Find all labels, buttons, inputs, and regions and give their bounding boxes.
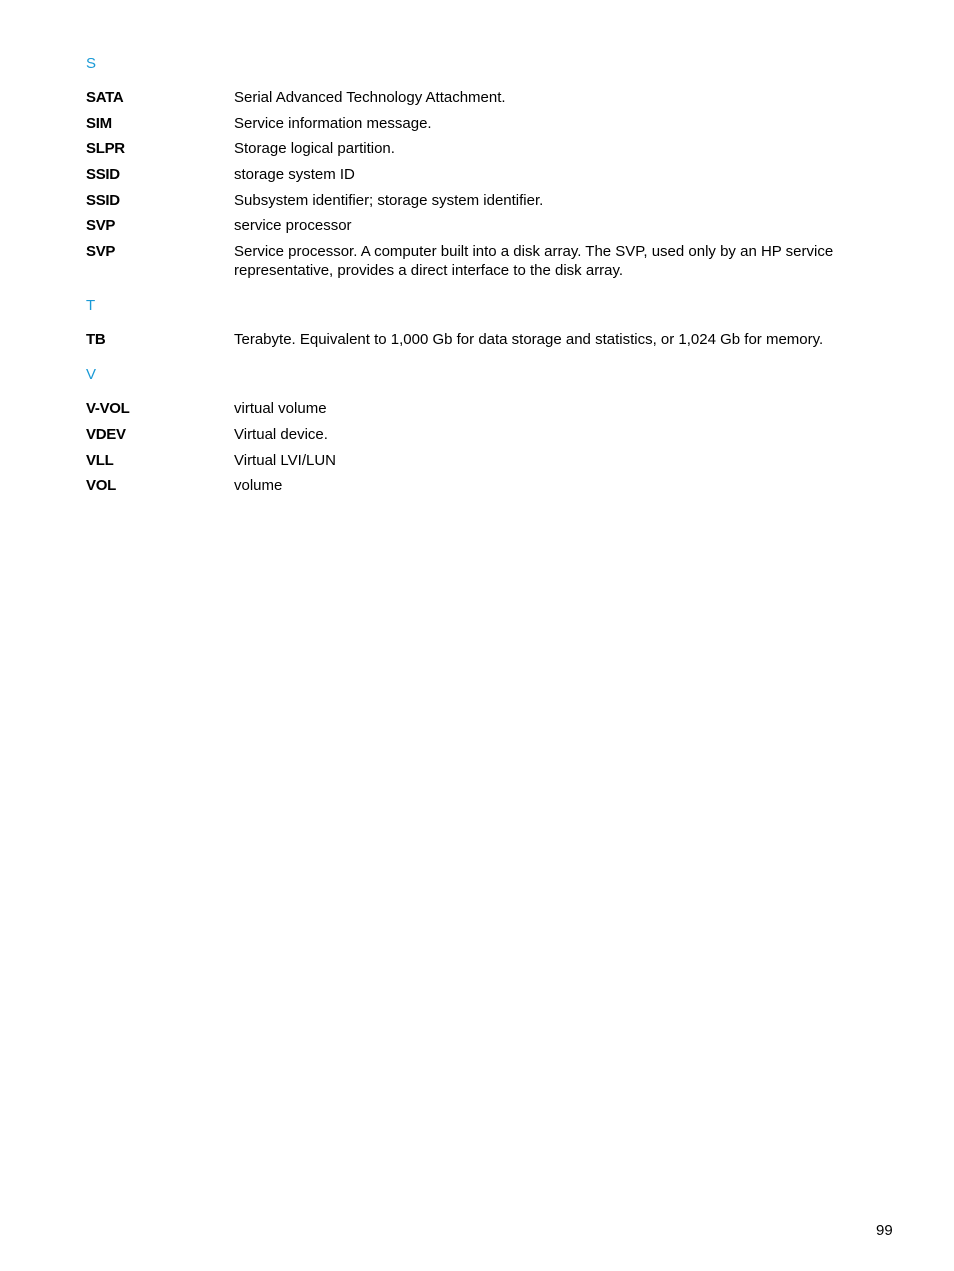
glossary-term: SVP	[86, 217, 116, 235]
glossary-term: TB	[86, 331, 106, 349]
glossary-entry	[86, 399, 876, 418]
glossary-definition: Terabyte. Equivalent to 1,000 Gb for data storage and statistics, or 1,024 Gb for memory.	[234, 331, 824, 349]
section-letter: V	[86, 366, 97, 384]
glossary-term: SATA	[86, 89, 124, 106]
glossary-definition: storage system ID	[234, 166, 355, 184]
glossary-definition: virtual volume	[234, 400, 327, 418]
glossary-section-t	[86, 296, 876, 349]
glossary-term: SLPR	[86, 140, 125, 158]
glossary-section-s	[86, 54, 876, 280]
glossary-section-v	[86, 365, 876, 495]
glossary-term: VOL	[86, 477, 116, 495]
glossary-definition: service processor	[234, 217, 352, 235]
glossary	[86, 54, 876, 511]
section-letter: S	[86, 55, 97, 72]
glossary-definition: Virtual device.	[234, 425, 328, 443]
glossary-entry	[86, 88, 876, 107]
glossary-term: V-VOL	[86, 400, 130, 418]
glossary-entry	[86, 425, 876, 444]
page-number: 99	[876, 1222, 893, 1239]
glossary-entry	[86, 165, 876, 184]
glossary-entry	[86, 191, 876, 210]
glossary-entry	[86, 242, 876, 280]
glossary-entry	[86, 330, 876, 349]
glossary-entry	[86, 216, 876, 235]
glossary-definition: Subsystem identifier; storage system identifier.	[234, 191, 544, 209]
glossary-entry	[86, 476, 876, 495]
glossary-entry	[86, 114, 876, 133]
glossary-definition: Service processor. A computer built into a disk array. The SVP, used only by an HP service representative, provides a direct interface to the disk array.	[234, 243, 834, 280]
section-letter: T	[86, 297, 96, 315]
glossary-term: SSID	[86, 166, 120, 184]
glossary-term: VLL	[86, 451, 114, 469]
glossary-definition: Storage logical partition.	[234, 140, 395, 158]
glossary-term: VDEV	[86, 425, 126, 443]
glossary-definition: Serial Advanced Technology Attachment.	[234, 89, 506, 106]
glossary-definition: Service information message.	[234, 114, 432, 132]
glossary-term: SSID	[86, 191, 120, 209]
glossary-definition: Virtual LVI/LUN	[234, 451, 336, 469]
glossary-entry	[86, 451, 876, 470]
glossary-term: SVP	[86, 243, 116, 261]
glossary-definition: volume	[234, 477, 283, 495]
glossary-term: SIM	[86, 114, 112, 132]
glossary-entry	[86, 139, 876, 158]
